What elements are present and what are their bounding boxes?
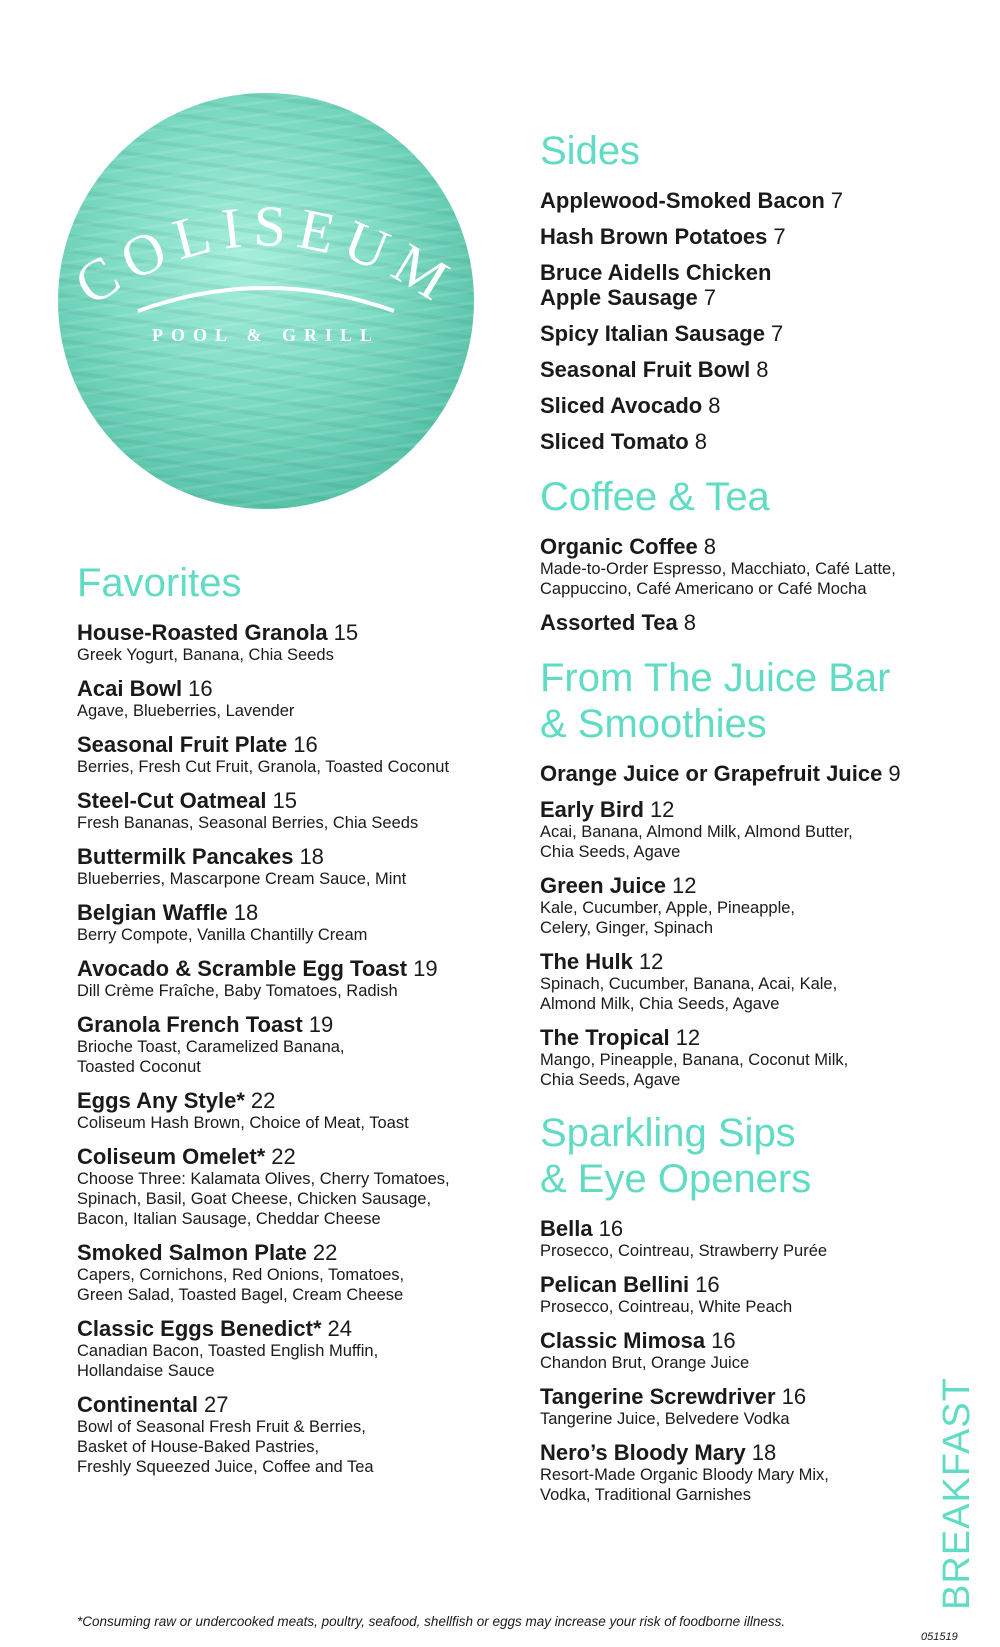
logo-subtitle: POOL & GRILL — [151, 325, 381, 345]
item-name-line: Classic Mimosa — [540, 1328, 706, 1353]
item-description-line: Agave, Blueberries, Lavender — [77, 702, 295, 720]
item-name — [77, 1240, 307, 1265]
left-column — [77, 560, 497, 1497]
item-price: 22 — [312, 1240, 338, 1265]
item-name — [77, 844, 293, 869]
menu-item — [77, 1012, 497, 1077]
section-sides — [540, 128, 940, 454]
item-description-line: Cappuccino, Café Americano or Café Mocha — [540, 580, 867, 598]
menu-item — [540, 1025, 940, 1090]
item-heading — [77, 788, 497, 813]
item-price: 8 — [683, 610, 696, 635]
item-heading — [77, 956, 497, 981]
item-name-line: Coliseum Omelet* — [77, 1144, 266, 1169]
item-name — [540, 949, 633, 974]
item-name — [540, 1272, 689, 1297]
item-name-line: Bruce Aidells Chicken — [540, 260, 772, 285]
item-heading — [540, 224, 940, 249]
item-description-line: Almond Milk, Chia Seeds, Agave — [540, 995, 780, 1013]
item-description-line: Celery, Ginger, Spinach — [540, 919, 714, 937]
item-name-line: Spicy Italian Sausage — [540, 321, 765, 346]
item-heading — [540, 393, 940, 418]
item-heading — [77, 1144, 497, 1169]
item-name — [77, 1088, 245, 1113]
right-column — [540, 128, 940, 1525]
item-price: 8 — [694, 429, 707, 454]
item-description-line: Chia Seeds, Agave — [540, 1071, 681, 1089]
item-price: 7 — [830, 188, 844, 213]
menu-item — [540, 610, 940, 635]
item-description-line: Chandon Brut, Orange Juice — [540, 1354, 750, 1372]
item-description-line: Greek Yogurt, Banana, Chia Seeds — [77, 646, 334, 664]
item-heading — [77, 1088, 497, 1113]
item-description — [77, 1037, 497, 1077]
menu-item — [540, 1328, 940, 1373]
item-price: 7 — [703, 285, 716, 310]
section-title — [77, 560, 497, 606]
item-description-line: Resort-Made Organic Bloody Mary Mix, — [540, 1466, 829, 1484]
item-name — [77, 676, 182, 701]
item-name-line: Acai Bowl — [77, 676, 183, 701]
item-name-line: Avocado & Scramble Egg Toast — [77, 956, 408, 981]
item-name — [77, 1316, 322, 1341]
section-favorites — [77, 560, 497, 1477]
menu-item — [77, 676, 497, 721]
item-name — [540, 357, 750, 382]
item-description-line: Coliseum Hash Brown, Choice of Meat, Toast — [77, 1114, 409, 1132]
item-description — [540, 1241, 940, 1261]
item-description — [77, 1341, 497, 1381]
item-price: 12 — [638, 949, 664, 974]
item-description-line: Berry Compote, Vanilla Chantilly Cream — [77, 926, 368, 944]
item-heading — [77, 1012, 497, 1037]
item-name-line: Seasonal Fruit Plate — [77, 732, 288, 757]
svg-text:COLISEUM — [63, 193, 468, 318]
menu-item — [540, 1440, 940, 1505]
item-description-line: Freshly Squeezed Juice, Coffee and Tea — [77, 1458, 374, 1476]
item-description — [77, 1417, 497, 1477]
section-coffee-tea — [540, 474, 940, 635]
item-name — [77, 900, 228, 925]
item-name — [77, 1144, 265, 1169]
item-description — [77, 1169, 497, 1229]
item-name — [540, 1440, 746, 1465]
item-name — [540, 797, 644, 822]
item-name-line: Hash Brown Potatoes — [540, 224, 768, 249]
item-heading — [540, 761, 940, 786]
menu-item — [77, 732, 497, 777]
item-name-line: Bella — [540, 1216, 593, 1241]
item-name-line: Green Juice — [540, 873, 666, 898]
item-price: 16 — [598, 1216, 624, 1241]
coliseum-logo — [58, 93, 474, 509]
item-name-line: The Hulk — [540, 949, 633, 974]
section-title-line: Coffee & Tea — [540, 475, 770, 519]
section-title-line: Favorites — [77, 561, 242, 605]
footnote: *Consuming raw or undercooked meats, poultry, seafood, shellfish or eggs may increase your risk of foodborne illness. — [77, 1614, 786, 1629]
item-heading — [540, 1328, 940, 1353]
section-title — [540, 655, 940, 747]
item-description-line: Bacon, Italian Sausage, Cheddar Cheese — [77, 1210, 381, 1228]
item-description-line: Hollandaise Sauce — [77, 1362, 215, 1380]
menu-item — [540, 534, 940, 599]
item-name-line: Sliced Tomato — [540, 429, 689, 454]
menu-item — [77, 844, 497, 889]
item-price: 16 — [188, 676, 213, 701]
menu-item — [540, 357, 940, 382]
item-description — [540, 1353, 940, 1373]
item-description — [77, 1265, 497, 1305]
item-price: 7 — [770, 321, 784, 346]
item-price: 12 — [671, 873, 697, 898]
item-description-line: Tangerine Juice, Belvedere Vodka — [540, 1410, 790, 1428]
menu-item — [540, 797, 940, 862]
item-price: 9 — [888, 761, 901, 786]
item-description — [540, 822, 940, 862]
item-price: 16 — [695, 1272, 720, 1297]
item-price: 19 — [413, 956, 438, 981]
item-name — [540, 321, 765, 346]
item-description-line: Brioche Toast, Caramelized Banana, — [77, 1038, 345, 1056]
item-heading — [77, 732, 497, 757]
item-price: 7 — [773, 224, 786, 249]
item-name — [540, 534, 698, 559]
item-price: 22 — [250, 1088, 276, 1113]
item-name-line: Continental — [77, 1392, 198, 1417]
item-description-line: Dill Crème Fraîche, Baby Tomatoes, Radish — [77, 982, 398, 1000]
item-heading — [540, 610, 940, 635]
section-title — [540, 474, 940, 520]
item-name — [540, 188, 825, 213]
item-name-line: Orange Juice or Grapefruit Juice — [540, 761, 883, 786]
item-heading — [540, 357, 940, 382]
item-description — [540, 974, 940, 1014]
item-price: 18 — [751, 1440, 777, 1465]
item-price: 22 — [271, 1144, 296, 1169]
item-heading — [540, 534, 940, 559]
item-name-line: Sliced Avocado — [540, 393, 703, 418]
menu-item — [540, 1272, 940, 1317]
menu-item — [540, 949, 940, 1014]
item-price: 16 — [781, 1384, 807, 1409]
item-name — [540, 429, 689, 454]
item-price: 19 — [308, 1012, 334, 1037]
section-juice-bar — [540, 655, 940, 1090]
item-description — [540, 898, 940, 938]
item-price: 27 — [204, 1392, 229, 1417]
section-title — [540, 128, 940, 174]
item-description — [540, 559, 940, 599]
item-name-line: Organic Coffee — [540, 534, 698, 559]
item-heading — [540, 1216, 940, 1241]
menu-item — [540, 873, 940, 938]
item-heading — [540, 429, 940, 454]
item-description-line: Chia Seeds, Agave — [540, 843, 681, 861]
menu-item — [77, 956, 497, 1001]
item-description — [77, 645, 497, 665]
item-price: 18 — [299, 844, 324, 869]
item-price: 16 — [293, 732, 318, 757]
item-name-line: Apple Sausage — [540, 285, 698, 310]
item-name-line: Assorted Tea — [540, 610, 678, 635]
item-name — [540, 610, 678, 635]
item-name — [540, 224, 767, 249]
item-heading — [540, 1440, 940, 1465]
section-sparkling — [540, 1110, 940, 1505]
menu-item — [77, 788, 497, 833]
item-price: 15 — [333, 620, 359, 645]
item-name-line: Eggs Any Style* — [77, 1088, 245, 1113]
item-description — [77, 813, 497, 833]
item-name — [77, 620, 328, 645]
item-name — [77, 788, 267, 813]
item-heading — [77, 620, 497, 645]
item-description — [540, 1050, 940, 1090]
item-description-line: Basket of House-Baked Pastries, — [77, 1438, 320, 1456]
item-description-line: Made-to-Order Espresso, Macchiato, Café Latte, — [540, 560, 896, 578]
item-description-line: Toasted Coconut — [77, 1058, 201, 1076]
item-name-line: Seasonal Fruit Bowl — [540, 357, 751, 382]
logo-wordmark — [58, 93, 474, 509]
section-title-line: & Eye Openers — [540, 1157, 812, 1201]
item-name-line: Nero’s Bloody Mary — [540, 1440, 746, 1465]
item-description — [540, 1297, 940, 1317]
item-description — [77, 869, 497, 889]
menu-item — [77, 1088, 497, 1133]
item-description-line: Kale, Cucumber, Apple, Pineapple, — [540, 899, 796, 917]
item-heading — [540, 873, 940, 898]
item-description-line: Mango, Pineapple, Banana, Coconut Milk, — [540, 1051, 849, 1069]
item-description-line: Spinach, Basil, Goat Cheese, Chicken Sausage, — [77, 1190, 432, 1208]
item-name — [77, 1392, 198, 1417]
item-name — [540, 260, 940, 310]
item-description-line: Fresh Bananas, Seasonal Berries, Chia Seeds — [77, 814, 419, 832]
item-heading — [77, 844, 497, 869]
item-name — [540, 761, 882, 786]
item-name — [77, 732, 287, 757]
item-description-line: Green Salad, Toasted Bagel, Cream Cheese — [77, 1286, 404, 1304]
section-title-line: Sparkling Sips — [540, 1111, 796, 1155]
menu-item — [77, 1144, 497, 1229]
item-description-line: Spinach, Cucumber, Banana, Acai, Kale, — [540, 975, 838, 993]
item-price: 8 — [703, 534, 716, 559]
item-description — [77, 925, 497, 945]
section-title-line: Sides — [540, 129, 641, 173]
section-title — [540, 1110, 940, 1202]
item-name-line: Pelican Bellini — [540, 1272, 690, 1297]
item-description — [77, 981, 497, 1001]
item-heading — [77, 1240, 497, 1265]
item-name-line: Applewood-Smoked Bacon — [540, 188, 825, 213]
item-heading — [77, 900, 497, 925]
item-heading — [540, 1272, 940, 1297]
menu-item — [540, 321, 940, 346]
item-heading — [77, 1316, 497, 1341]
item-price: 18 — [233, 900, 259, 925]
menu-item — [77, 1316, 497, 1381]
item-name-line: Granola French Toast — [77, 1012, 303, 1037]
item-name-line: Tangerine Screwdriver — [540, 1384, 776, 1409]
item-description — [77, 757, 497, 777]
item-price: 15 — [272, 788, 297, 813]
item-heading — [540, 260, 940, 310]
item-name — [77, 1012, 303, 1037]
item-description-line: Bowl of Seasonal Fresh Fruit & Berries, — [77, 1418, 366, 1436]
item-description-line: Prosecco, Cointreau, White Peach — [540, 1298, 793, 1316]
document-code: 051519 — [921, 1631, 958, 1643]
item-name-line: The Tropical — [540, 1025, 670, 1050]
logo-name: COLISEUM — [63, 192, 469, 318]
item-heading — [540, 949, 940, 974]
item-heading — [77, 676, 497, 701]
item-heading — [540, 321, 940, 346]
item-name — [77, 956, 407, 981]
item-heading — [540, 1384, 940, 1409]
section-title-line: From The Juice Bar — [540, 656, 891, 700]
item-description-line: Acai, Banana, Almond Milk, Almond Butter, — [540, 823, 853, 841]
item-description-line: Prosecco, Cointreau, Strawberry Purée — [540, 1242, 828, 1260]
menu-item — [540, 393, 940, 418]
item-description-line: Capers, Cornichons, Red Onions, Tomatoes, — [77, 1266, 405, 1284]
item-heading — [540, 797, 940, 822]
item-name-line: Belgian Waffle — [77, 900, 228, 925]
menu-item — [77, 1392, 497, 1477]
section-title-line: & Smoothies — [540, 702, 767, 746]
item-heading — [77, 1392, 497, 1417]
item-name-line: Smoked Salmon Plate — [77, 1240, 307, 1265]
item-description — [77, 1113, 497, 1133]
item-description — [540, 1409, 940, 1429]
menu-item — [540, 1216, 940, 1261]
item-name-line: Steel-Cut Oatmeal — [77, 788, 267, 813]
item-name — [540, 1216, 593, 1241]
item-description-line: Vodka, Traditional Garnishes — [540, 1486, 751, 1504]
item-description-line: Berries, Fresh Cut Fruit, Granola, Toasted Coconut — [77, 758, 450, 776]
menu-item — [77, 1240, 497, 1305]
item-name-line: Classic Eggs Benedict* — [77, 1316, 322, 1341]
item-price: 12 — [675, 1025, 701, 1050]
item-price: 8 — [756, 357, 769, 382]
item-heading — [540, 188, 940, 213]
item-description-line: Blueberries, Mascarpone Cream Sauce, Mint — [77, 870, 407, 888]
item-description-line: Choose Three: Kalamata Olives, Cherry Tomatoes, — [77, 1170, 450, 1188]
item-name — [540, 1328, 705, 1353]
menu-item — [540, 761, 940, 786]
item-name-line: Buttermilk Pancakes — [77, 844, 294, 869]
item-description — [540, 1465, 940, 1505]
menu-item — [540, 260, 940, 310]
menu-item — [540, 224, 940, 249]
item-name-line: House-Roasted Granola — [77, 620, 328, 645]
menu-item — [77, 900, 497, 945]
item-name — [540, 873, 666, 898]
item-heading — [540, 1025, 940, 1050]
item-price: 8 — [708, 393, 721, 418]
item-name — [540, 1384, 776, 1409]
menu-item — [77, 620, 497, 665]
item-name — [540, 1025, 670, 1050]
item-description-line: Canadian Bacon, Toasted English Muffin, — [77, 1342, 379, 1360]
item-price: 24 — [327, 1316, 353, 1341]
menu-item — [540, 429, 940, 454]
item-name-line: Early Bird — [540, 797, 644, 822]
item-description — [77, 701, 497, 721]
breakfast-label: BREAKFAST — [936, 1377, 978, 1610]
menu-item — [540, 1384, 940, 1429]
menu-item — [540, 188, 940, 213]
item-price: 16 — [711, 1328, 736, 1353]
item-name — [540, 393, 702, 418]
item-price: 12 — [649, 797, 675, 822]
